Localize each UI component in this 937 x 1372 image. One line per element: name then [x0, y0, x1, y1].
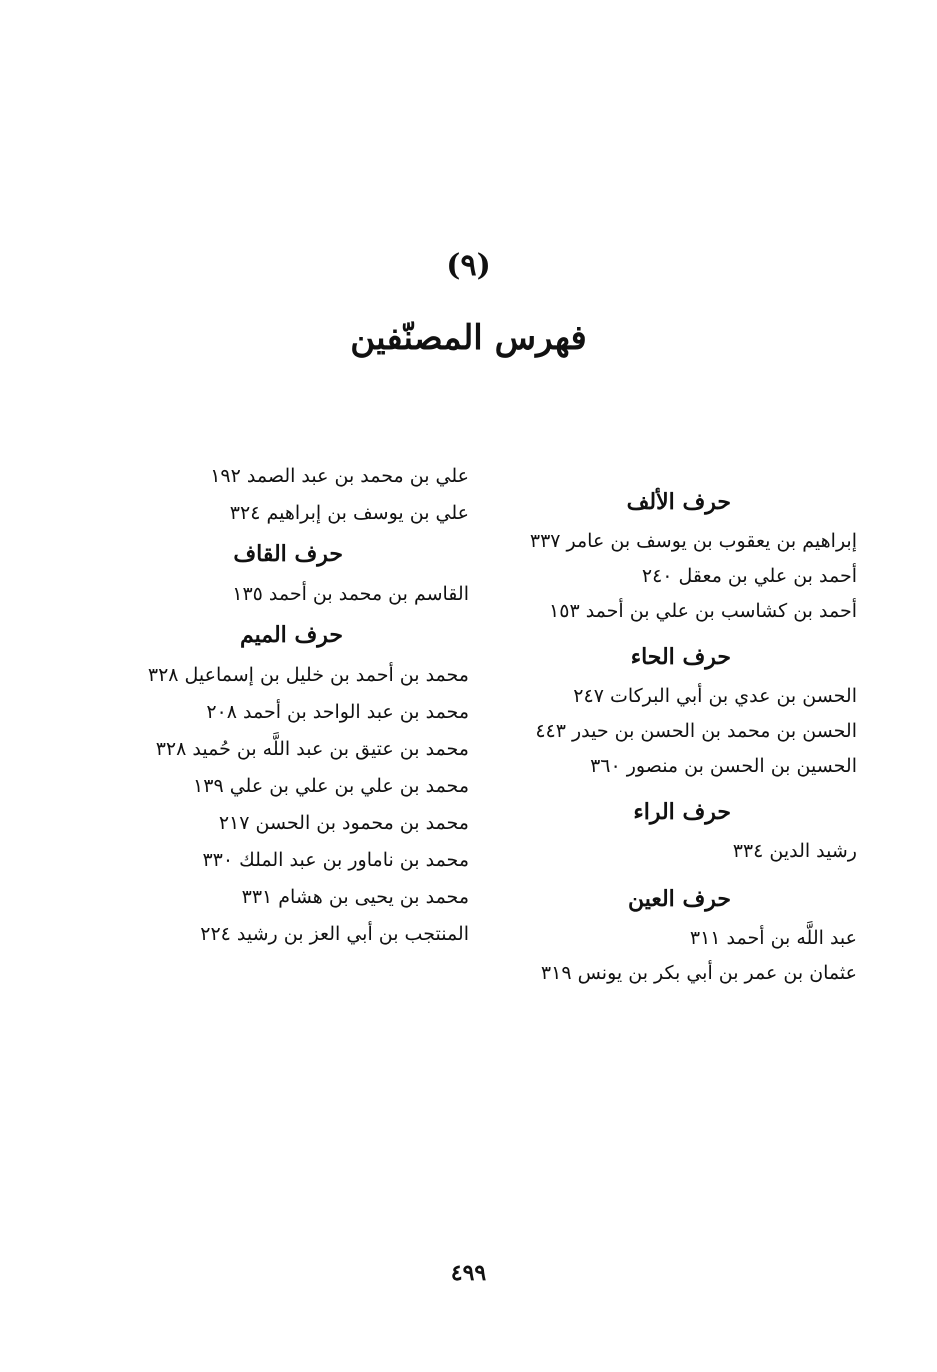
index-column-right [477, 480, 857, 991]
index-entry: عبد اللَّه بن أحمد ٣١١ [689, 927, 857, 949]
index-entry: علي بن محمد بن عبد الصمد ١٩٢ [210, 465, 469, 487]
index-entry: المنتجب بن أبي العز بن رشيد ٢٢٤ [200, 923, 469, 945]
index-entry: محمد بن عتيق بن عبد اللَّه بن حُميد ٣٢٨ [155, 738, 469, 760]
section-heading: حرف الراء [633, 799, 731, 825]
index-entry: إبراهيم بن يعقوب بن يوسف بن عامر ٣٣٧ [529, 530, 857, 552]
index-section-mim [109, 613, 469, 953]
index-entry: محمد بن ناماور بن عبد الملك ٣٣٠ [202, 849, 469, 871]
index-section-ain-continued [109, 458, 469, 532]
index-entry: محمد بن محمود بن الحسن ٢١٧ [218, 812, 469, 834]
section-number: (٩) [446, 248, 491, 283]
page-title: فهرس المصنّفين [350, 318, 587, 358]
section-heading: حرف الألف [626, 489, 731, 515]
index-entry: محمد بن أحمد بن خليل بن إسماعيل ٣٢٨ [147, 664, 469, 686]
index-entry: الحسين بن الحسن بن منصور ٣٦٠ [590, 755, 857, 777]
index-entry: الحسن بن عدي بن أبي البركات ٢٤٧ [573, 685, 857, 707]
index-section-ra [477, 790, 857, 869]
index-section-qaf [109, 532, 469, 613]
index-section-alif [477, 480, 857, 629]
index-entry: أحمد بن علي بن معقل ٢٤٠ [641, 565, 857, 587]
index-entry: علي بن يوسف بن إبراهيم ٣٢٤ [229, 502, 469, 524]
index-column-left [109, 458, 469, 953]
index-entry: أحمد بن كشاسب بن علي بن أحمد ١٥٣ [549, 600, 857, 622]
section-heading: حرف الحاء [630, 644, 731, 670]
index-entry: محمد بن يحيى بن هشام ٣٣١ [241, 886, 469, 908]
page-number: ٤٩٩ [450, 1260, 487, 1286]
index-entry: محمد بن عبد الواحد بن أحمد ٢٠٨ [206, 701, 469, 723]
index-entry: القاسم بن محمد بن أحمد ١٣٥ [232, 583, 469, 605]
section-heading: حرف العين [627, 886, 731, 912]
index-section-ha [477, 635, 857, 784]
index-entry: رشيد الدين ٣٣٤ [732, 840, 857, 862]
index-entry: محمد بن علي بن علي بن علي ١٣٩ [193, 775, 469, 797]
section-heading: حرف الميم [239, 622, 343, 648]
section-heading: حرف القاف [233, 541, 343, 567]
index-entry: الحسن بن محمد بن الحسن بن حيدر ٤٤٣ [535, 720, 857, 742]
index-entry: عثمان بن عمر بن أبي بكر بن يونس ٣١٩ [540, 962, 857, 984]
index-section-ain [477, 877, 857, 991]
